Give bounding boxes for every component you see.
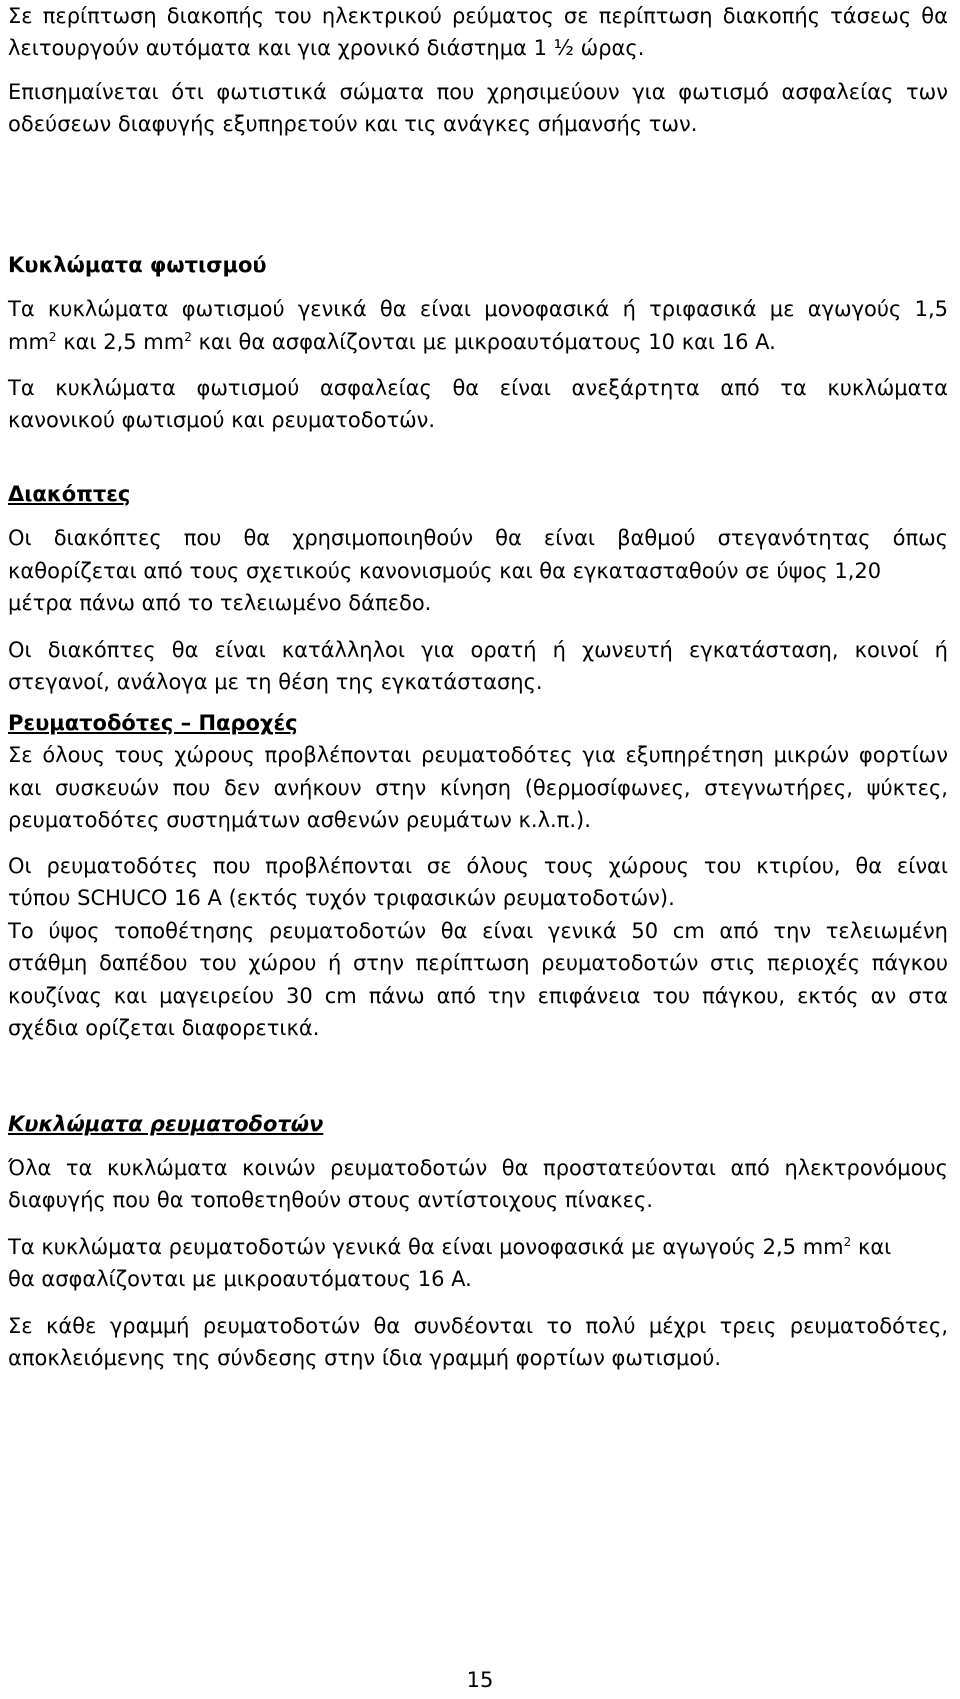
socket-circuits-p1-line-1: Όλα τα κυκλώματα κοινών ρευματοδοτών θα προστατεύονται από ηλεκτρονόμους — [8, 1156, 948, 1180]
intro-line-1: Σε περίπτωση διακοπής του ηλεκτρικού ρεύματος σε περίπτωση διακοπής τάσεως θα — [8, 4, 948, 28]
socket-circuits-p1-line-2: διαφυγής που θα τοποθετηθούν στους αντίστοιχους πίνακες. — [8, 1188, 653, 1212]
socket-circuits-p2-line-2: θα ασφαλίζονται με μικροαυτόματους 16 A. — [8, 1267, 472, 1291]
switches-p1-line-2: καθορίζεται από τους σχετικούς κανονισμούς και θα εγκατασταθούν σε ύψος 1,20 — [8, 559, 882, 583]
page-number: 15 — [466, 1668, 494, 1692]
lighting-circuits-heading: Κυκλώματα φωτισμού — [8, 253, 267, 277]
sockets-p3-line-2: στάθμη δαπέδου του χώρου ή στην περίπτωση ρευματοδοτών στις περιοχές πάγκου — [8, 951, 948, 975]
switches-p2-line-2: στεγανοί, ανάλογα με τη θέση της εγκατάστασης. — [8, 670, 543, 694]
switches-p1-line-1: Οι διακόπτες που θα χρησιμοποιηθούν θα είναι βαθμού στεγανότητας όπως — [8, 526, 948, 550]
sockets-p2-line-1: Οι ρευματοδότες που προβλέπονται σε όλους τους χώρους του κτιρίου, θα είναι — [8, 854, 948, 878]
switches-p2-line-1: Οι διακόπτες θα είναι κατάλληλοι για ορατή ή χωνευτή εγκατάσταση, κοινοί ή — [8, 638, 948, 662]
sockets-p1-line-2: και συσκευών που δεν ανήκουν στην κίνηση (θερμοσίφωνες, στεγνωτήρες, ψύκτες, — [8, 776, 948, 800]
socket-circuits-p3-line-2: αποκλειόμενης της σύνδεσης στην ίδια γραμμή φορτίων φωτισμού. — [8, 1346, 722, 1370]
sockets-p1-line-3: ρευματοδότες συστημάτων ασθενών ρευμάτων κ.λ.π.). — [8, 808, 591, 832]
sockets-p3-line-3: κουζίνας και μαγειρείου 30 cm πάνω από την επιφάνεια του πάγκου, εκτός αν στα — [8, 984, 948, 1008]
socket-circuits-heading: Κυκλώματα ρευματοδοτών — [8, 1112, 324, 1136]
lighting-circuits-p2-line-2: κανονικού φωτισμού και ρευματοδοτών. — [8, 408, 436, 432]
lighting-circuits-p1-line-1: Τα κυκλώματα φωτισμού γενικά θα είναι μονοφασικά ή τριφασικά με αγωγούς 1,5 — [8, 297, 948, 321]
switches-heading: Διακόπτες — [8, 482, 131, 506]
sockets-heading: Ρευματοδότες – Παροχές — [8, 711, 298, 735]
intro-line-2: λειτουργούν αυτόματα και για χρονικό διάστημα 1 ½ ώρας. — [8, 36, 645, 60]
sockets-p3-line-4: σχέδια ορίζεται διαφορετικά. — [8, 1016, 320, 1040]
intro-line-4: οδεύσεων διαφυγής εξυπηρετούν και τις ανάγκες σήμανσής των. — [8, 112, 698, 136]
sockets-p3-line-1: Το ύψος τοποθέτησης ρευματοδοτών θα είναι γενικά 50 cm από την τελειωμένη — [8, 919, 948, 943]
socket-circuits-p3-line-1: Σε κάθε γραμμή ρευματοδοτών θα συνδέονται το πολύ μέχρι τρεις ρευματοδότες, — [8, 1314, 948, 1338]
socket-circuits-p2-line-1: Τα κυκλώματα ρευματοδοτών γενικά θα είναι μονοφασικά με αγωγούς 2,5 $mm^2$ και — [8, 1235, 892, 1259]
lighting-circuits-p2-line-1: Τα κυκλώματα φωτισμού ασφαλείας θα είναι ανεξάρτητα από τα κυκλώματα — [8, 376, 948, 400]
lighting-circuits-p1-line-2: $mm^2$ και 2,5 $mm^2$ και θα ασφαλίζονται με μικροαυτόματους 10 και 16 A. — [8, 330, 776, 354]
sockets-p2-line-2: τύπου SCHUCO 16 A (εκτός τυχόν τριφασικών ρευματοδοτών). — [8, 886, 675, 910]
intro-line-3: Επισημαίνεται ότι φωτιστικά σώματα που χρησιμεύουν για φωτισμό ασφαλείας των — [8, 80, 948, 104]
switches-p1-line-3: μέτρα πάνω από το τελειωμένο δάπεδο. — [8, 591, 432, 615]
sockets-p1-line-1: Σε όλους τους χώρους προβλέπονται ρευματοδότες για εξυπηρέτηση μικρών φορτίων — [8, 743, 948, 767]
